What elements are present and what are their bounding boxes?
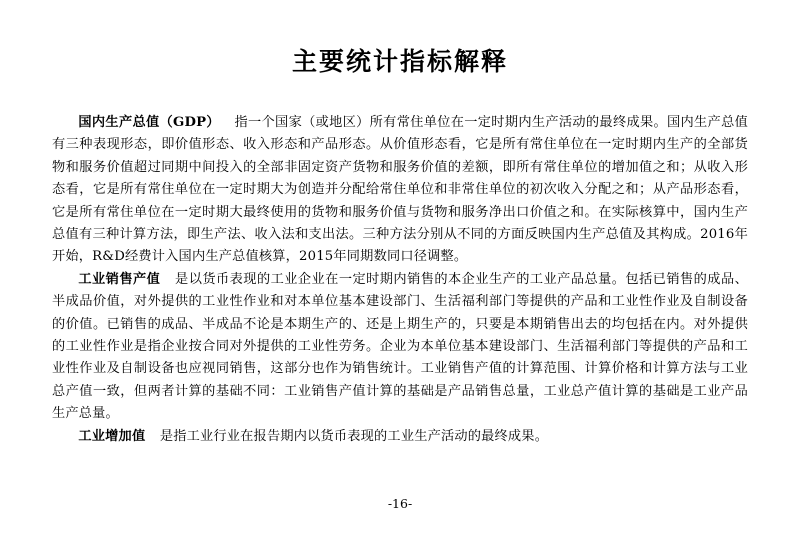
paragraph-gdp (52, 112, 748, 269)
page-title: 主要统计指标解释 (291, 47, 508, 76)
document-body (30, 112, 770, 448)
paragraph-industrial-sales-value-text: 是以货币表现的工业企业在一定时期内销售的本企业生产的工业产品总量。包括已销售的成品、半成品价值，对外提供的工业性作业和对本单位基本建设部门、生活福利部门等提供的产品和工业性作业及自制设备的价值。已销售的成品、半成品不论是本期生产的、还是上期生产的，只要是本期销售出去的均包括在内。对外提供的工业性作业是指企业按合同对外提供的工业性劳务。企业为本单位基本建设部门、生活福利部门等提供的产品和工业性作业及自制设备也应视同销售，这部分也作为销售统计。工业销售产值的计算范围、计算价格和计算方法与工业总产值一致，但两者计算的基础不同：工业销售产值计算的基础是产品销售总量，工业总产值计算的基础是工业产品生产总量。 (52, 271, 748, 422)
paragraph-industrial-sales-value (52, 269, 748, 426)
paragraph-industrial-added-value-text: 是指工业行业在报告期内以货币表现的工业生产活动的最终成果。 (159, 428, 549, 444)
term-industrial-added-value: 工业增加值 (78, 428, 146, 444)
page-number: -16- (387, 496, 413, 511)
term-industrial-sales-value: 工业销售产值 (78, 271, 161, 287)
paragraph-gdp-text: 指一个国家（或地区）所有常住单位在一定时期内生产活动的最终成果。国内生产总值有三种表现形态，即价值形态、收入形态和产品形态。从价值形态看，它是所有常住单位在一定时期内生产的全部货物和服务价值超过同期中间投入的全部非固定资产货物和服务价值的差额，即所有常住单位的增加值之和；从收入形态看，它是所有常住单位在一定时期大为创造并分配给常住单位和非常住单位的初次收入分配之和；从产品形态看，它是所有常住单位在一定时期大最终使用的货物和服务价值与货物和服务净出口价值之和。在实际核算中，国内生产总值有三种计算方法，即生产法、收入法和支出法。三种方法分别从不同的方面反映国内生产总值及其构成。2016年开始，R&D经费计入国内生产总值核算，2015年同期数同口径调整。 (52, 115, 748, 265)
term-gdp: 国内生产总值（GDP） (78, 115, 220, 130)
paragraph-industrial-added-value (52, 426, 748, 448)
